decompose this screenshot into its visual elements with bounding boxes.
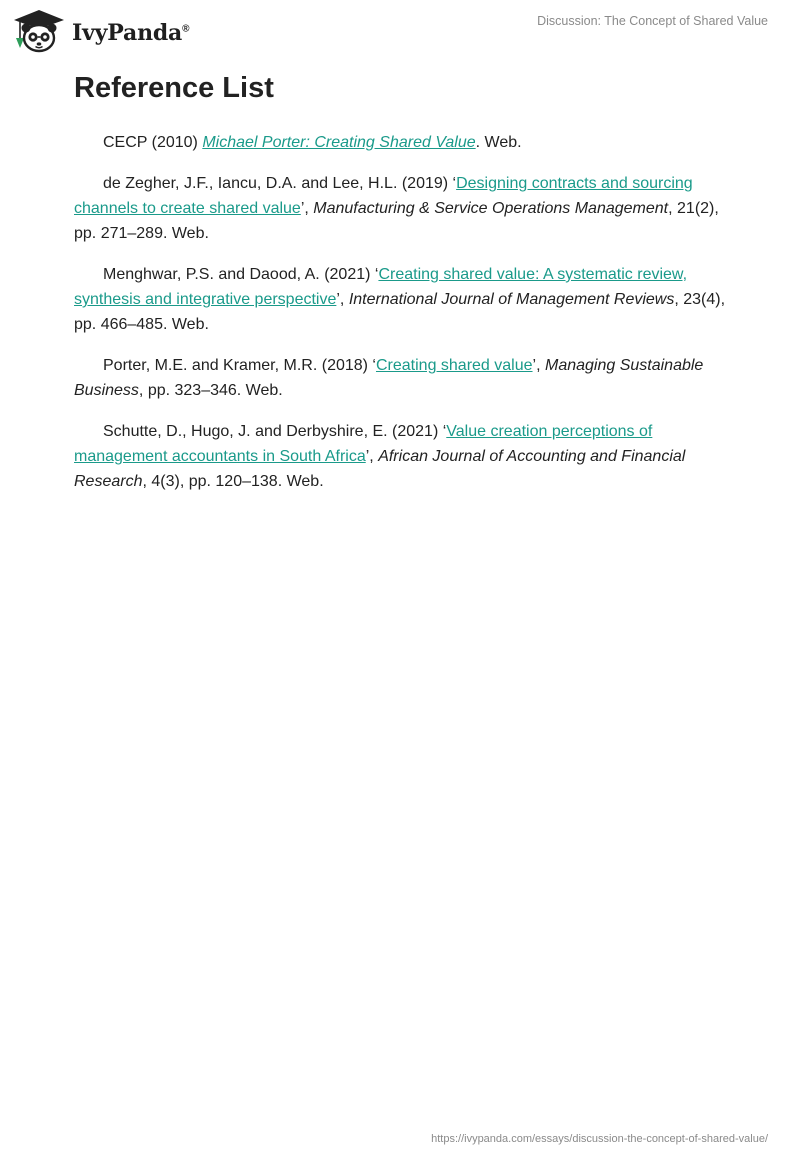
journal-title: Managing Sustainable Business (74, 357, 704, 399)
reference-item: Porter, M.E. and Kramer, M.R. (2018) ‘Creating shared value’, Managing Sustainable Business, pp. 323–346. Web. (74, 357, 704, 399)
journal-title: African Journal of Accounting and Financial Research (74, 448, 686, 490)
ivypanda-logo[interactable] (12, 8, 189, 54)
registered-mark: ® (182, 23, 190, 35)
document-title: Discussion: The Concept of Shared Value (537, 14, 768, 28)
reference-list (74, 130, 734, 510)
reference-link[interactable]: Creating shared value (375, 357, 533, 374)
journal-title: Manufacturing & Service Operations Management (313, 200, 669, 217)
logo-wordmark: IvyPanda® (72, 20, 190, 46)
reference-item: Schutte, D., Hugo, J. and Derbyshire, E. (2021) ‘Value creation perceptions of management accountants in South Africa’, African Journal of Accounting and Financial Research, 4(3), pp. 120–138. Web. (74, 423, 686, 490)
journal-title: International Journal of Management Reviews (348, 291, 675, 308)
page-header (0, 0, 800, 62)
source-url[interactable]: https://ivypanda.com/essays/discussion-the-concept-of-shared-value/ (431, 1133, 768, 1145)
reference-item: Menghwar, P.S. and Daood, A. (2021) ‘Creating shared value: A systematic review, synthesis and integrative perspective’, International Journal of Management Reviews, 23(4), pp. 466–485. Web. (74, 266, 726, 333)
panda-graduate-icon (12, 8, 66, 54)
reference-link[interactable]: Designing contracts and sourcing channels to create shared value (74, 175, 693, 217)
page-title: Reference List (74, 72, 274, 104)
reference-link[interactable]: Creating shared value: A systematic review, synthesis and integrative perspective (74, 266, 688, 308)
reference-link[interactable]: Michael Porter: Creating Shared Value (202, 134, 476, 151)
reference-item: de Zegher, J.F., Iancu, D.A. and Lee, H.L. (2019) ‘Designing contracts and sourcing channels to create shared value’, Manufacturing & Service Operations Management, 21(2), pp. 271–289. Web. (74, 175, 719, 242)
reference-link[interactable]: Value creation perceptions of management accountants in South Africa (74, 423, 653, 465)
reference-item: CECP (2010) Michael Porter: Creating Shared Value. Web. (103, 134, 522, 151)
